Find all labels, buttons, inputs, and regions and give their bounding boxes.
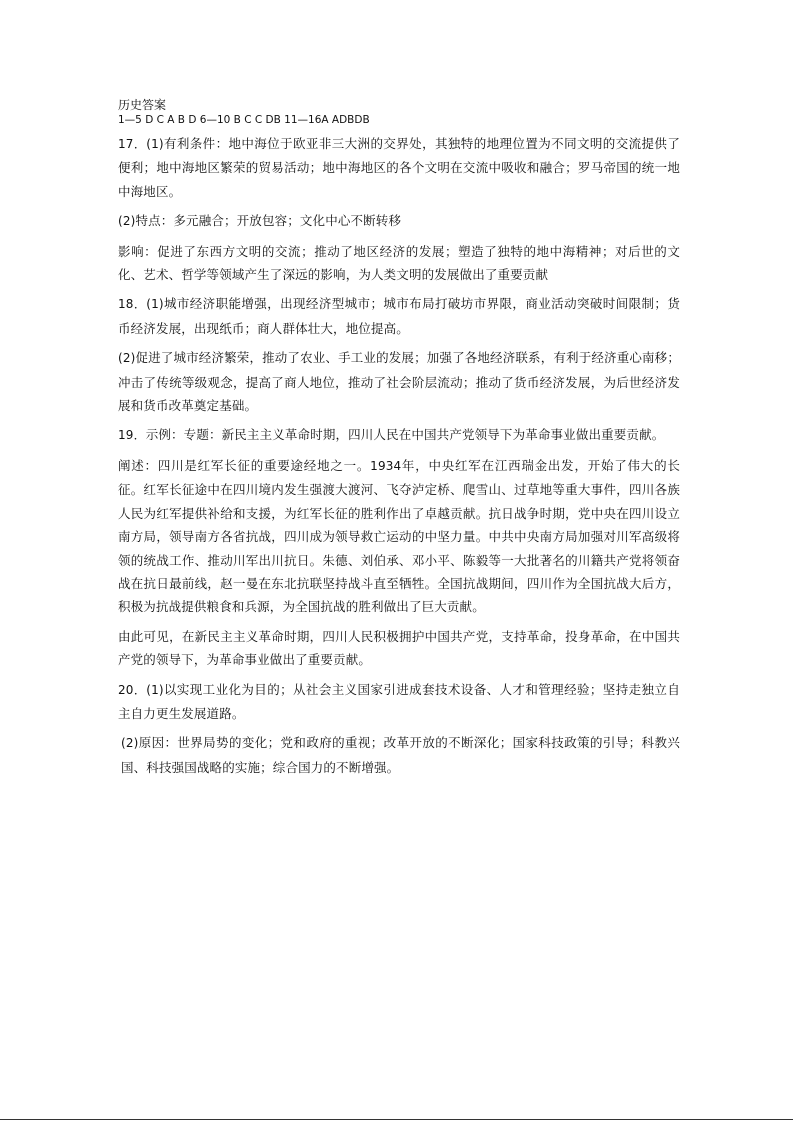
q18-sub2-marker: (2) [118,351,136,366]
multiple-choice-answers: 1—5 D C A B D 6—10 B C C DB 11—16A ADBDB [118,114,370,126]
q17-number: 17． [118,137,147,151]
q19-sub3-text: 由此可见，在新民主主义革命时期，四川人民积极拥护中国共产党，支持革命，投身革命，在中国共产党的领导下，为革命事业做出了重要贡献。 [118,628,680,668]
q19-sub1-text: 示例：专题：新民主主义革命时期，四川人民在中国共产党领导下为革命事业做出重要贡献。 [145,427,665,443]
q20-sub2-marker: (2) [121,736,139,751]
q19-part2 [118,454,680,619]
q19-number: 19． [118,428,146,443]
q20-number: 20． [118,682,147,697]
q20-sub1-marker: (1) [146,682,164,697]
q19-sub2-text-a: 阐述：四川是红军长征的重要途经地之一。 [118,457,371,473]
q18-sub1-marker: (1) [146,297,164,312]
q17-part1 [118,132,680,203]
q17-sub1-text: 有利条件：地中海位于欧亚非三大洲的交界处，其独特的地理位置为不同文明的交流提供了便利；地中海地区繁荣的贸易活动；地中海地区的各个文明在交流中吸收和融合；罗马帝国的统一地中海地区。 [118,136,680,199]
q17-sub3-text: 影响：促进了东西方文明的交流；推动了地区经济的发展；塑造了独特的地中海精神；对后世的文化、艺术、哲学等领域产生了深远的影响，为人类文明的发展做出了重要贡献 [118,243,680,283]
q19-part1 [118,423,680,447]
q17-sub1-marker: (1) [146,137,164,151]
q17-part3 [118,240,680,287]
document-title: 历史答案 [118,98,167,112]
q18-part2 [118,346,680,417]
q17-part2 [118,209,680,233]
q18-number: 18． [118,297,147,312]
q20-sub1-text: 以实现工业化为目的；从社会主义国家引进成套技术设备、人才和管理经验；坚持走独立自主自力更生发展道路。 [118,681,680,721]
q19-year: 1934 [370,458,402,473]
q20-part1 [118,678,680,726]
q20-part2 [118,731,680,779]
q18-sub1-text: 城市经济职能增强，出现经济型城市；城市布局打破坊市界限，商业活动突破时间限制；货币经济发展，出现纸币；商人群体壮大，地位提高。 [118,296,680,336]
q20-sub2-text: 原因：世界局势的变化；党和政府的重视；改革开放的不断深化；国家科技政策的引导；科教兴国、科技强国战略的实施；综合国力的不断增强。 [121,735,680,775]
q18-part1 [118,292,680,340]
document-body [118,97,680,785]
page-bottom-divider [0,1119,793,1120]
q18-sub2-text: 促进了城市经济繁荣，推动了农业、手工业的发展；加强了各地经济联系，有利于经济重心南移；冲击了传统等级观念，提高了商人地位，推动了社会阶层流动；推动了货币经济发展，为后世经济发展和货币改革奠定基础。 [118,350,680,414]
q17-sub2-text: 特点：多元融合；开放包容；文化中心不断转移 [135,213,402,229]
q17-sub2-marker: (2) [118,214,136,229]
q19-sub2-text-b: 年，中央红军在江西瑞金出发，开始了伟大的长征。红军长征途中在四川境内发生强渡大渡河、飞夺泸定桥、爬雪山、过草地等重大事件，四川各族人民为红军提供补给和支援，为红军长征的胜利作出了卓越贡献。抗日战争时期，党中央在四川设立南方局，领导南方各省抗战，四川成为领导救亡运动的中坚力量。中共中央南方局加强对川军高级将领的统战工作、推动川军出川抗日。朱德、刘伯承、邓小平、陈毅等一大批著名的川籍共产党将领奋战在抗日最前线，赵一曼在东北抗联坚持战斗直至牺牲。全国抗战期间，四川作为全国抗战大后方，积极为抗战提供粮食和兵源，为全国抗战的胜利做出了巨大贡献。 [118,457,680,615]
q19-part3 [118,625,680,672]
